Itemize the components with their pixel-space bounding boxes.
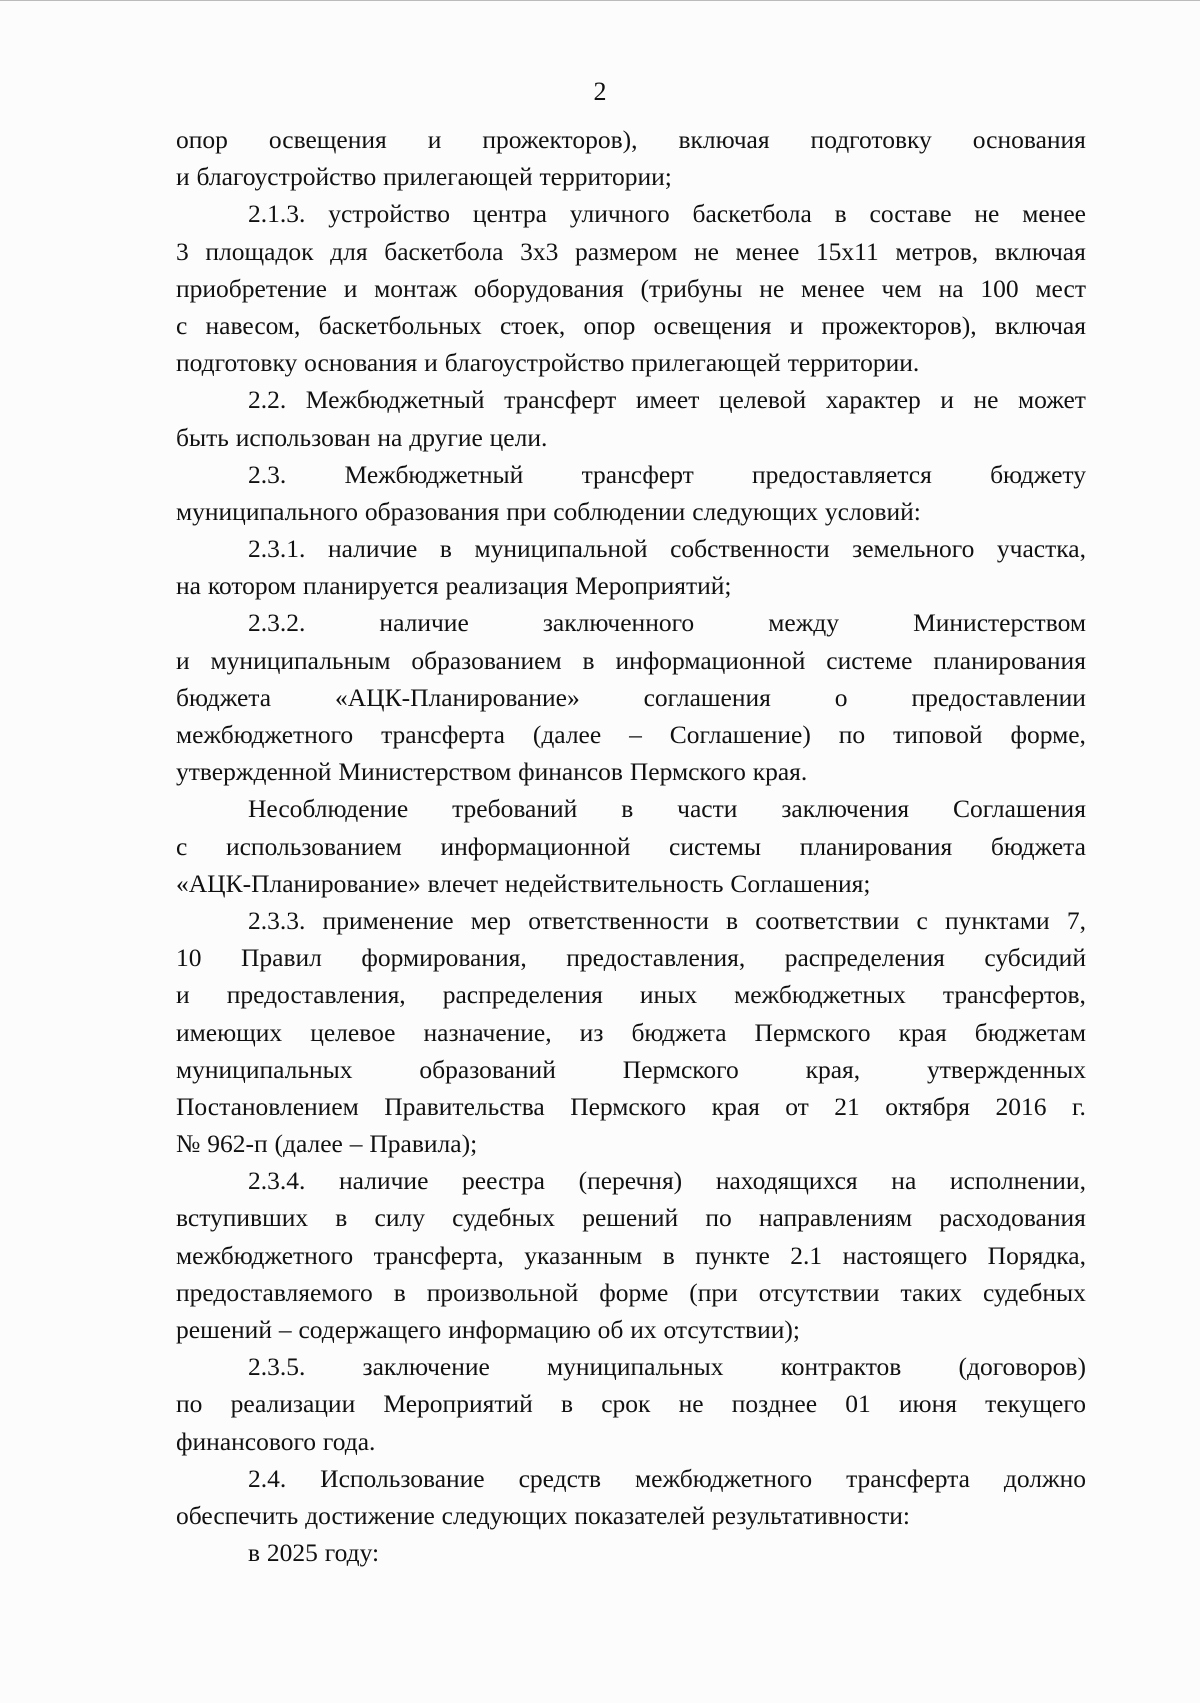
text-line: 2.1.3. устройство центра уличного баскетбола в составе не менее xyxy=(248,199,1086,229)
text-line: 2.4. Использование средств межбюджетного трансферта должно xyxy=(248,1463,1086,1493)
text-line: обеспечить достижение следующих показателей результативности: xyxy=(176,1500,910,1530)
text-line: межбюджетного трансферта, указанным в пункте 2.1 настоящего Порядка, xyxy=(176,1240,1086,1270)
text-line: решений – содержащего информацию об их отсутствии); xyxy=(176,1315,800,1344)
text-line: и благоустройство прилегающей территории; xyxy=(176,162,672,192)
text-line: утвержденной Министерством финансов Пермского края. xyxy=(176,757,808,787)
text-line: с использованием информационной системы планирования бюджета xyxy=(176,831,1086,861)
text-line: опор освещения и прожекторов), включая подготовку основания xyxy=(176,125,1086,154)
text-line: 3 площадок для баскетбола 3х3 размером не менее 15х11 метров, включая xyxy=(176,236,1086,266)
text-line: 2.2. Межбюджетный трансферт имеет целевой характер и не может xyxy=(248,385,1086,415)
text-line: на котором планируется реализация Мероприятий; xyxy=(176,571,732,601)
text-line: предоставляемого в произвольной форме (при отсутствии таких судебных xyxy=(176,1277,1086,1307)
text-line: муниципальных образований Пермского края, утвержденных xyxy=(176,1054,1086,1084)
text-line: 2.3.1. наличие в муниципальной собственности земельного участка, xyxy=(248,534,1086,564)
text-line: муниципального образования при соблюдении следующих условий: xyxy=(176,496,921,526)
text-line: быть использован на другие цели. xyxy=(176,422,548,452)
text-line: бюджета «АЦК-Планирование» соглашения о предоставлении xyxy=(176,682,1086,712)
text-line: «АЦК-Планирование» влечет недействительность Соглашения; xyxy=(176,868,871,898)
text-line: Несоблюдение требований в части заключения Соглашения xyxy=(248,794,1086,824)
text-line: Постановлением Правительства Пермского края от 21 октября 2016 г. xyxy=(176,1091,1086,1121)
text-line: 2.3.4. наличие реестра (перечня) находящихся на исполнении, xyxy=(248,1166,1086,1196)
text-line: 2.3.2. наличие заключенного между Министерством xyxy=(248,608,1086,638)
text-line: вступивших в силу судебных решений по направлениям расходования xyxy=(176,1203,1086,1233)
text-line: финансового года. xyxy=(176,1426,376,1456)
text-line: с навесом, баскетбольных стоек, опор освещения и прожекторов), включая xyxy=(176,310,1086,340)
text-line: 2.3.3. применение мер ответственности в соответствии с пунктами 7, xyxy=(248,905,1086,935)
document-body xyxy=(176,121,1086,1571)
text-line: имеющих целевое назначение, из бюджета Пермского края бюджетам xyxy=(176,1017,1086,1047)
text-line: по реализации Мероприятий в срок не позднее 01 июня текущего xyxy=(176,1389,1086,1419)
text-line: в 2025 году: xyxy=(248,1538,380,1568)
scan-edge-line xyxy=(0,0,1200,1)
text-line: 10 Правил формирования, предоставления, распределения субсидий xyxy=(176,943,1086,973)
text-line: подготовку основания и благоустройство прилегающей территории. xyxy=(176,348,920,378)
text-line: и муниципальным образованием в информационной системе планирования xyxy=(176,645,1086,675)
text-line: № 962-п (далее – Правила); xyxy=(176,1129,478,1159)
text-line: 2.3.5. заключение муниципальных контрактов (договоров) xyxy=(248,1352,1086,1382)
text-line: межбюджетного трансферта (далее – Соглашение) по типовой форме, xyxy=(176,720,1086,749)
text-line: 2.3. Межбюджетный трансферт предоставляется бюджету xyxy=(248,459,1086,489)
page-number: 2 xyxy=(593,77,607,106)
text-line: и предоставления, распределения иных межбюджетных трансфертов, xyxy=(176,980,1086,1010)
text-line: приобретение и монтаж оборудования (трибуны не менее чем на 100 мест xyxy=(176,273,1086,303)
